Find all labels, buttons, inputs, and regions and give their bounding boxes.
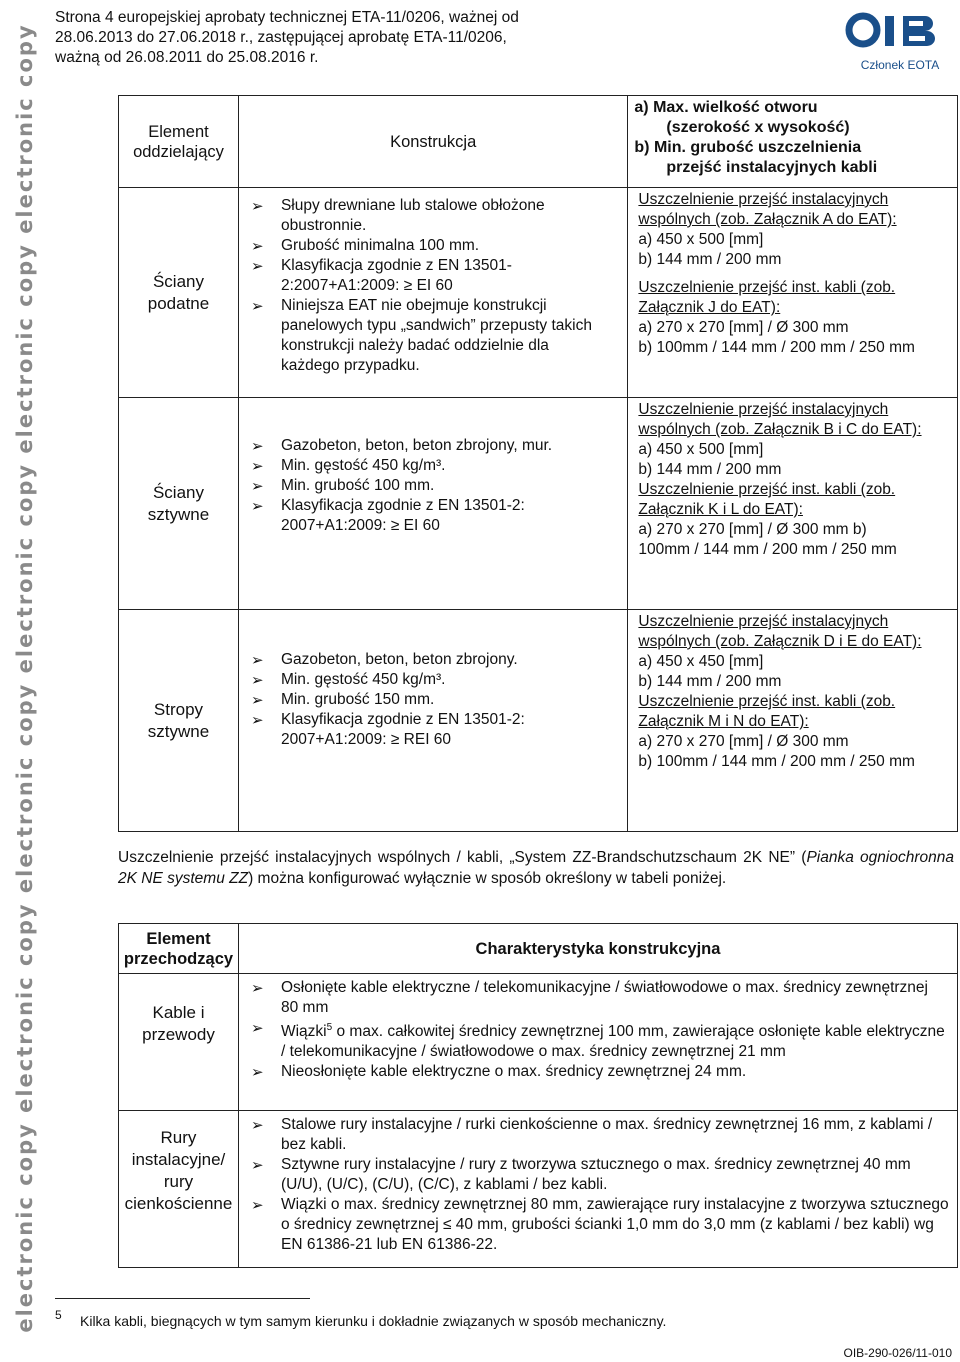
- footnote-text: Kilka kabli, biegnących w tym samym kierunku i dokładnie związanych w sposób mechaniczny.: [80, 1313, 667, 1329]
- watermark-strip: [0, 0, 37, 1362]
- spec-title: Uszczelnienie przejść instalacyjnych wspólnych (zob. Załącznik B i C do EAT):: [638, 401, 922, 438]
- bullet-item: ➢ Słupy drewniane lub stalowe obłożone obustronnie.: [239, 196, 627, 236]
- construction-flexible-walls: [238, 188, 627, 398]
- bullet-item: ➢ Osłonięte kable elektryczne / telekomunikacyjne / światłowodowe o max. średnicy zewnętrznej 80 mm: [239, 978, 957, 1018]
- spec-title: Uszczelnienie przejść instalacyjnych wspólnych (zob. Załącznik A do EAT):: [638, 191, 897, 228]
- spec-value: a) 270 x 270 [mm] / Ø 300 mm: [638, 733, 849, 750]
- bundle-text: o max. całkowitej średnicy zewnętrznej 100 mm, zawierające osłonięte kable elektryczne / telekomunikacyjne / światłowodowe o max. średnicy zewnętrznej 21 mm: [280, 1023, 945, 1061]
- spec-value: b) 100mm / 144 mm / 200 mm / 250 mm: [638, 753, 915, 770]
- bundle-label: Wiązki: [280, 1023, 327, 1041]
- bullet-item: ➢ Min. gęstość 450 kg/m³.: [239, 456, 627, 476]
- header-line-1: Strona 4 europejskiej aprobaty technicznej ETA-11/0206, ważnej od: [55, 9, 519, 26]
- bullet-item: ➢ Min. gęstość 450 kg/m³.: [239, 670, 627, 690]
- table2-header-characteristics: Charakterystyka konstrukcyjna: [238, 924, 957, 974]
- header-line-3: ważną od 26.08.2011 do 25.08.2016 r.: [55, 49, 319, 66]
- spec-value: a) 270 x 270 [mm] / Ø 300 mm: [638, 319, 849, 336]
- page-header: [55, 8, 615, 68]
- header-b-cables: przejść instalacyjnych kabli: [666, 159, 878, 176]
- bullet-item: [239, 1018, 957, 1062]
- footnote-separator: [55, 1298, 310, 1299]
- table1-header-construction: Konstrukcja: [238, 96, 627, 188]
- footnote-number: 5: [55, 1308, 62, 1322]
- spec-value: a) 450 x 450 [mm]: [638, 653, 764, 670]
- spec-title: Uszczelnienie przejść inst. kabli (zob. Załącznik J do EAT):: [638, 279, 896, 316]
- limits-flexible-walls: [628, 188, 958, 398]
- header-b-min-thickness: b) Min. grubość uszczelnienia: [634, 139, 862, 156]
- element-rigid-floors: Stropy sztywne: [119, 610, 239, 832]
- spec-value: a) 270 x 270 [mm] / Ø 300 mm b): [638, 521, 867, 538]
- paragraph-text: Uszczelnienie przejść instalacyjnych wspólnych / kabli, „System ZZ-Brandschutzschaum 2K NE” (: [118, 849, 807, 866]
- bullet-item: ➢ Nieosłonięte kable elektryczne o max. średnicy zewnętrznej 24 mm.: [239, 1062, 957, 1082]
- bullet-item: ➢ Min. grubość 100 mm.: [239, 476, 627, 496]
- element-pipes: Rury instalacyjne/ rury cienkościenne: [119, 1111, 239, 1268]
- table1-header-limits: [628, 96, 958, 188]
- bullet-item: ➢ Klasyfikacja zgodnie z EN 13501-2:2007+A1:2009: ≥ EI 60: [239, 256, 627, 296]
- spec-value: b) 144 mm / 200 mm: [638, 673, 782, 690]
- document-id: OIB-290-026/11-010: [843, 1346, 952, 1360]
- penetrating-elements-table: [118, 923, 958, 1268]
- element-cables: Kable i przewody: [119, 974, 239, 1111]
- bullet-item: ➢ Min. grubość 150 mm.: [239, 690, 627, 710]
- table2-header-element: Element przechodzący: [119, 924, 239, 974]
- construction-rigid-floors: [238, 610, 627, 832]
- spec-title: Uszczelnienie przejść instalacyjnych wspólnych (zob. Załącznik D i E do EAT):: [638, 613, 922, 650]
- spec-title: Uszczelnienie przejść inst. kabli (zob. Załącznik M i N do EAT):: [638, 693, 896, 730]
- table1-header-element: Element oddzielający: [119, 96, 239, 188]
- bullet-item: ➢ Klasyfikacja zgodnie z EN 13501-2: 2007+A1:2009: ≥ REI 60: [239, 710, 627, 750]
- header-a-max-opening: a) Max. wielkość otworu: [634, 99, 818, 116]
- bullet-item: ➢ Klasyfikacja zgodnie z EN 13501-2: 2007+A1:2009: ≥ EI 60: [239, 496, 627, 536]
- limits-rigid-floors: [628, 610, 958, 832]
- spec-title: Uszczelnienie przejść inst. kabli (zob. Załącznik K i L do EAT):: [638, 481, 896, 518]
- spec-value: a) 450 x 500 [mm]: [638, 231, 764, 248]
- paragraph-text: ) można konfigurować wyłącznie w sposób określony w tabeli poniżej.: [248, 870, 727, 887]
- spec-value: b) 144 mm / 200 mm: [638, 251, 782, 268]
- paragraph-italic: Pianka ogniochronna 2K NE systemu ZZ: [118, 849, 954, 887]
- footnote-ref: 5: [326, 1022, 333, 1033]
- bullet-item: ➢ Gazobeton, beton, beton zbrojony, mur.: [239, 436, 627, 456]
- bullet-item: ➢ Niniejsza EAT nie obejmuje konstrukcji panelowych typu „sandwich” przepusty takich konstrukcji należy badać oddzielnie dla każdego przypadku.: [239, 296, 627, 376]
- separating-elements-table: [118, 95, 958, 832]
- bullet-item: ➢ Grubość minimalna 100 mm.: [239, 236, 627, 256]
- bullet-item: ➢ Gazobeton, beton, beton zbrojony.: [239, 650, 627, 670]
- configuration-paragraph: [118, 847, 954, 889]
- watermark-text: electronic copy electronic copy electronic copy electronic copy electronic copy electronic copy: [13, 23, 37, 1333]
- spec-value: a) 450 x 500 [mm]: [638, 441, 764, 458]
- spec-value: 100mm / 144 mm / 200 mm / 250 mm: [638, 541, 897, 558]
- header-a-dims: (szerokość x wysokość): [666, 119, 850, 136]
- bullet-item: ➢ Stalowe rury instalacyjne / rurki cienkościenne o max. średnicy zewnętrznej 16 mm, z kablami / bez kabli.: [239, 1115, 957, 1155]
- element-rigid-walls: Ściany sztywne: [119, 398, 239, 610]
- spec-value: b) 100mm / 144 mm / 200 mm / 250 mm: [638, 339, 915, 356]
- characteristics-pipes: [238, 1111, 957, 1268]
- logo-subtitle: Członek EOTA: [860, 58, 940, 72]
- spec-value: b) 144 mm / 200 mm: [638, 461, 782, 478]
- characteristics-cables: [238, 974, 957, 1111]
- bullet-item: ➢ Sztywne rury instalacyjne / rury z tworzywa sztucznego o max. średnicy zewnętrznej 40 mm (U/U), (U/C), (C/U), (C/C), z kablami / bez kabli.: [239, 1155, 957, 1195]
- limits-rigid-walls: [628, 398, 958, 610]
- bullet-item: ➢ Wiązki o max. średnicy zewnętrznej 80 mm, zawierające rury instalacyjne z tworzywa sztucznego o średnicy zewnętrznej ≤ 40 mm, grubości ścianki 1,0 mm do 3,0 mm (z kablami / bez kabli) wg EN 61386-21 lub EN 61386-22.: [239, 1195, 957, 1255]
- element-flexible-walls: Ściany podatne: [119, 188, 239, 398]
- construction-rigid-walls: [238, 398, 627, 610]
- header-line-2: 28.06.2013 do 27.06.2018 r., zastępującej aprobatę ETA-11/0206,: [55, 29, 507, 46]
